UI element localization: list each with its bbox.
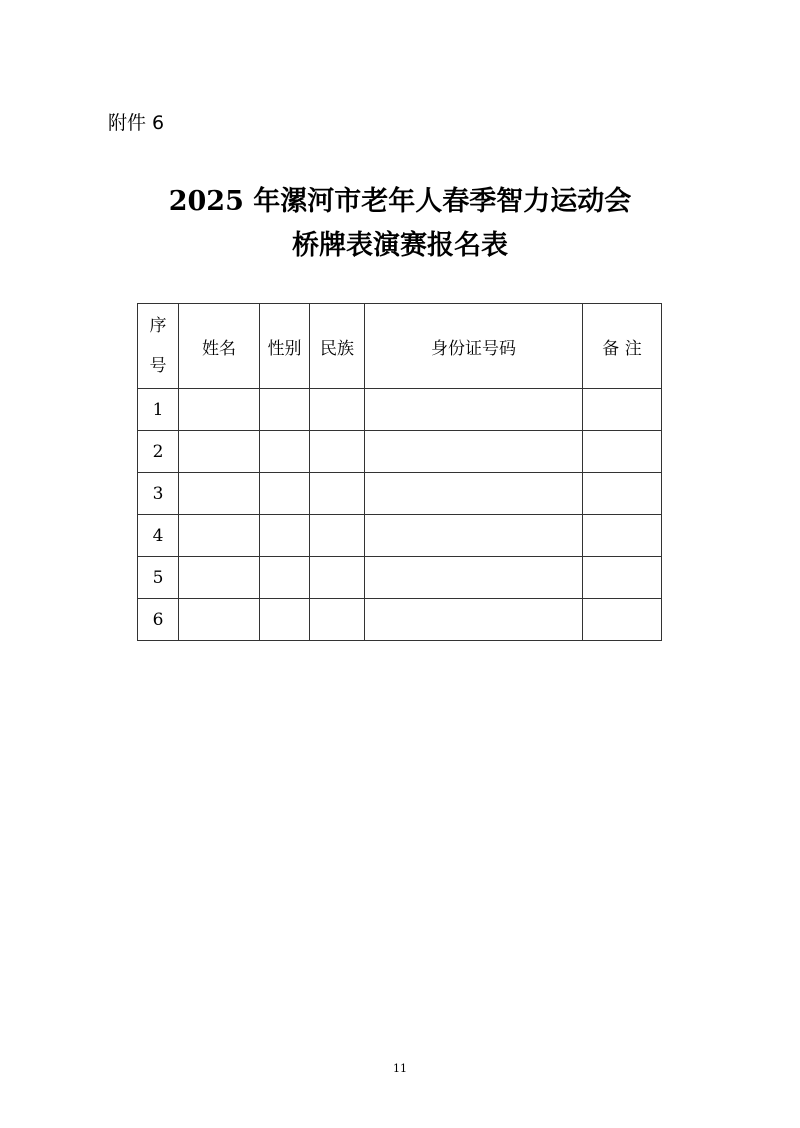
header-gender: 性别 [260, 304, 310, 389]
registration-table [137, 303, 662, 641]
cell-id-number[interactable] [365, 515, 583, 557]
table-row [138, 473, 662, 515]
cell-ethnicity[interactable] [310, 515, 365, 557]
cell-ethnicity[interactable] [310, 389, 365, 431]
cell-id-number[interactable] [365, 473, 583, 515]
cell-name[interactable] [179, 473, 260, 515]
cell-ethnicity[interactable] [310, 431, 365, 473]
header-remarks: 备 注 [583, 304, 662, 389]
cell-gender[interactable] [260, 473, 310, 515]
cell-name[interactable] [179, 557, 260, 599]
header-seq [138, 304, 179, 389]
cell-gender[interactable] [260, 431, 310, 473]
row-seq: 6 [138, 599, 179, 641]
cell-name[interactable] [179, 431, 260, 473]
header-seq-bottom: 号 [149, 356, 167, 376]
cell-id-number[interactable] [365, 557, 583, 599]
cell-ethnicity[interactable] [310, 557, 365, 599]
cell-id-number[interactable] [365, 431, 583, 473]
row-seq: 5 [138, 557, 179, 599]
header-name: 姓名 [179, 304, 260, 389]
table-row [138, 389, 662, 431]
cell-id-number[interactable] [365, 599, 583, 641]
table-row [138, 599, 662, 641]
form-title-line-2: 桥牌表演赛报名表 [292, 230, 508, 261]
table-row [138, 557, 662, 599]
cell-id-number[interactable] [365, 389, 583, 431]
cell-remarks[interactable] [583, 515, 662, 557]
cell-gender[interactable] [260, 599, 310, 641]
form-title-line-1: 2025 年漯河市老年人春季智力运动会 [168, 186, 632, 217]
cell-remarks[interactable] [583, 599, 662, 641]
row-seq: 4 [138, 515, 179, 557]
header-seq-top: 序 [149, 316, 167, 336]
cell-ethnicity[interactable] [310, 473, 365, 515]
cell-gender[interactable] [260, 389, 310, 431]
cell-remarks[interactable] [583, 473, 662, 515]
table-header-row [138, 304, 662, 389]
cell-remarks[interactable] [583, 557, 662, 599]
table-row [138, 515, 662, 557]
row-seq: 3 [138, 473, 179, 515]
row-seq: 2 [138, 431, 179, 473]
attachment-label: 附件 6 [108, 112, 165, 134]
cell-remarks[interactable] [583, 389, 662, 431]
cell-name[interactable] [179, 599, 260, 641]
row-seq: 1 [138, 389, 179, 431]
header-id-number: 身份证号码 [365, 304, 583, 389]
header-ethnicity: 民族 [310, 304, 365, 389]
table-row [138, 431, 662, 473]
cell-gender[interactable] [260, 557, 310, 599]
page-number: 11 [393, 1062, 407, 1075]
cell-ethnicity[interactable] [310, 599, 365, 641]
cell-name[interactable] [179, 515, 260, 557]
cell-name[interactable] [179, 389, 260, 431]
cell-remarks[interactable] [583, 431, 662, 473]
cell-gender[interactable] [260, 515, 310, 557]
